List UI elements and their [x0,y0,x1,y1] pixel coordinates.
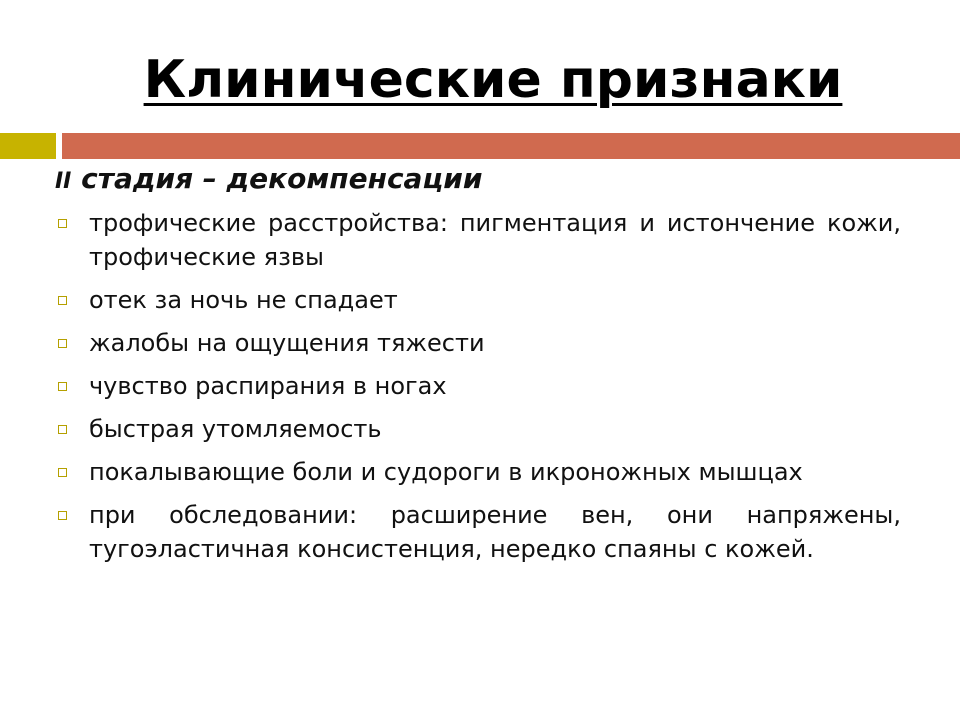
list-item [55,326,901,360]
list-item [55,498,901,566]
bullet-list [55,206,901,575]
square-bullet-icon [58,382,67,391]
list-item-text: трофические расстройства: пигментация и истончение кожи, трофические язвы [89,209,901,271]
list-item-text: отек за ночь не спадает [89,286,398,314]
list-item-text: при обследовании: расширение вен, они напряжены, тугоэластичная консистенция, нередко спаяны с кожей. [89,501,901,563]
list-item-text: жалобы на ощущения тяжести [89,329,485,357]
stage-numeral: II [55,169,72,194]
square-bullet-icon [58,511,67,520]
square-bullet-icon [58,339,67,348]
list-item [55,412,901,446]
list-item-text: чувство распирания в ногах [89,372,447,400]
list-item [55,455,901,489]
accent-bar-right [62,133,960,159]
slide-title: Клинические признаки [143,50,843,110]
square-bullet-icon [58,296,67,305]
list-item [55,369,901,403]
square-bullet-icon [58,468,67,477]
list-item-text: быстрая утомляемость [89,415,382,443]
list-item [55,283,901,317]
accent-bar-left [0,133,56,159]
square-bullet-icon [58,219,67,228]
list-item [55,206,901,274]
stage-text: стадия – декомпенсации [71,162,483,195]
square-bullet-icon [58,425,67,434]
list-item-text: покалывающие боли и судороги в икроножных мышцах [89,458,803,486]
slide-subtitle [55,160,482,201]
